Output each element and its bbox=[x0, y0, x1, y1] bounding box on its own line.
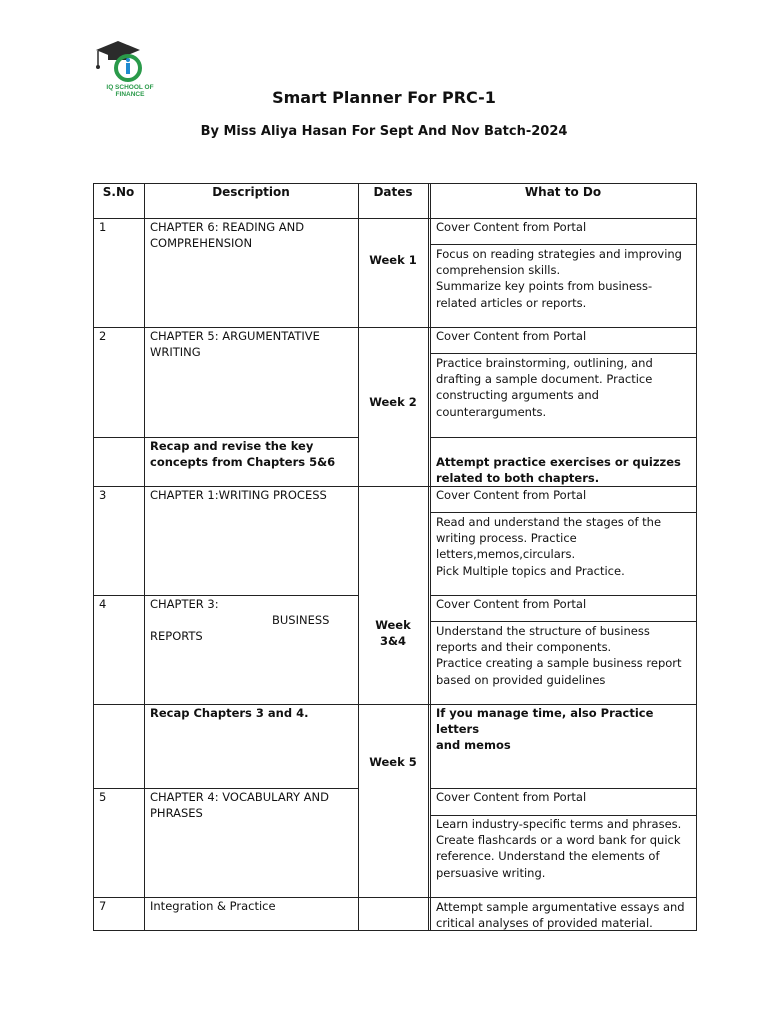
task-text: Practice brainstorming, outlining, and drafting a sample document. Practice constructing arguments and counterarguments. bbox=[436, 356, 653, 419]
page-title: Smart Planner For PRC-1 bbox=[272, 88, 496, 107]
row-sno: 7 bbox=[99, 899, 107, 913]
task-text: Focus on reading strategies and improving comprehension skills. Summarize key points from business- related articles or reports. bbox=[436, 247, 682, 310]
row-description: CHAPTER 5: ARGUMENTATIVE WRITING bbox=[150, 329, 320, 360]
row-description: CHAPTER 1:WRITING PROCESS bbox=[150, 488, 327, 502]
page-subtitle: By Miss Aliya Hasan For Sept And Nov Batch-2024 bbox=[200, 124, 568, 139]
row-sno: 5 bbox=[99, 790, 107, 804]
column-header-sno: S.No bbox=[102, 185, 135, 199]
week-label: Week 2 bbox=[369, 395, 417, 409]
task-text: Attempt sample argumentative essays and critical analyses of provided material. bbox=[436, 900, 685, 931]
week-label: Week 1 bbox=[369, 253, 417, 267]
task-text: Cover Content from Portal bbox=[436, 329, 587, 343]
task-text: Attempt practice exercises or quizzes related to both chapters. bbox=[436, 455, 681, 486]
row-description: Integration & Practice bbox=[150, 899, 276, 913]
iq-ring-icon bbox=[116, 56, 140, 80]
row-description: REPORTS bbox=[150, 629, 203, 643]
row-description: BUSINESS bbox=[272, 613, 330, 627]
row-description: Recap and revise the key concepts from Chapters 5&6 bbox=[150, 439, 336, 470]
row-description: CHAPTER 3: bbox=[150, 597, 219, 611]
row-sno: 1 bbox=[99, 220, 107, 234]
column-header-what-to-do: What to Do bbox=[524, 185, 602, 199]
row-description: CHAPTER 6: READING AND COMPREHENSION bbox=[150, 220, 305, 251]
column-header-dates: Dates bbox=[373, 185, 413, 199]
row-sno: 4 bbox=[99, 597, 107, 611]
task-text: Learn industry-specific terms and phrases. Create flashcards or a word bank for quick reference. Understand the elements of persuasive writing. bbox=[436, 817, 682, 880]
task-text: Read and understand the stages of the writing process. Practice letters,memos,circulars. Pick Multiple topics and Practice. bbox=[436, 515, 662, 578]
row-description: Recap Chapters 3 and 4. bbox=[150, 706, 309, 720]
logo-caption: IQ SCHOOL OF FINANCE bbox=[106, 84, 154, 98]
week-label: Week 5 bbox=[369, 755, 417, 769]
column-header-description: Description bbox=[212, 185, 290, 199]
task-text: Cover Content from Portal bbox=[436, 790, 587, 804]
week-label: Week 3&4 bbox=[375, 618, 411, 649]
task-text: Cover Content from Portal bbox=[436, 220, 587, 234]
row-sno: 2 bbox=[99, 329, 107, 343]
task-text: Cover Content from Portal bbox=[436, 597, 587, 611]
task-text: Understand the structure of business reports and their components. Practice creating a sample business report based on provided guidelines bbox=[436, 624, 682, 687]
row-sno: 3 bbox=[99, 488, 107, 502]
task-text: Cover Content from Portal bbox=[436, 488, 587, 502]
row-description: CHAPTER 4: VOCABULARY AND PHRASES bbox=[150, 790, 329, 821]
task-text: If you manage time, also Practice letters and memos bbox=[436, 706, 654, 753]
